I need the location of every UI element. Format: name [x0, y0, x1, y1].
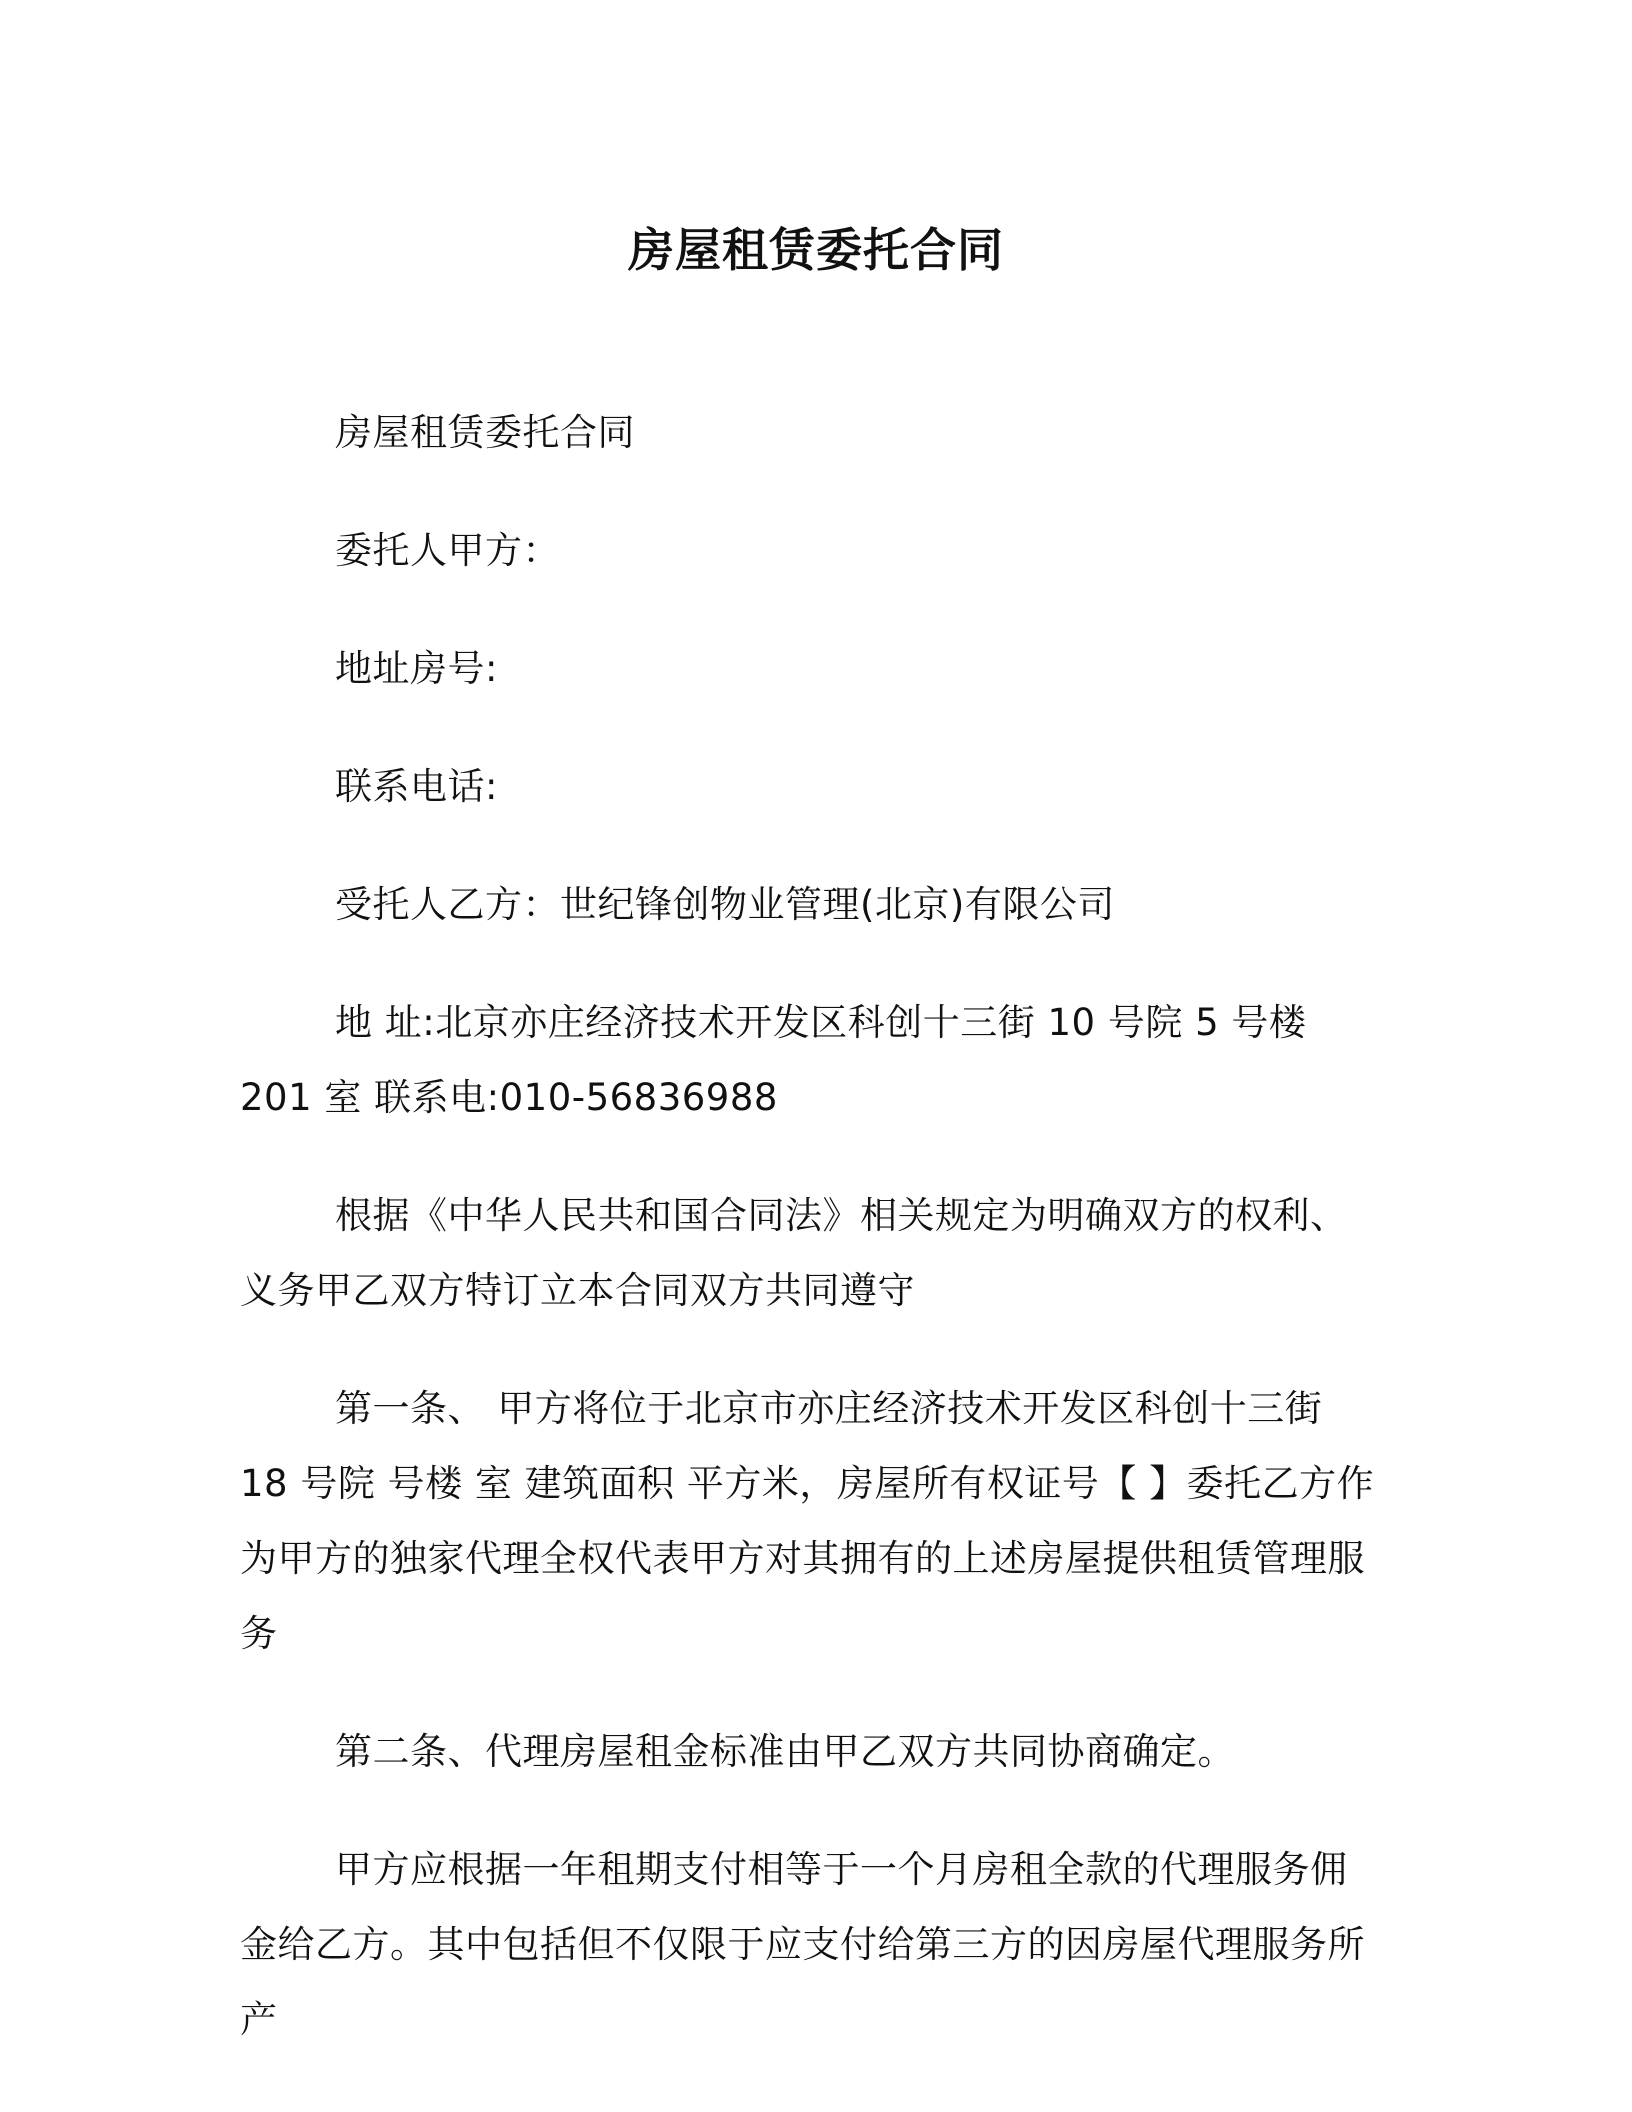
- paragraph-party-b: 受托人乙方：世纪锋创物业管理(北京)有限公司: [335, 883, 1115, 926]
- paragraph-preamble: 根据《中华人民共和国合同法》相关规定为明确双方的权利、义务甲乙双方特订立本合同双方共同遵守: [240, 1194, 1348, 1312]
- paragraph-party-a-phone: 联系电话:: [335, 765, 498, 808]
- document-body: [240, 395, 1380, 2100]
- paragraph-article-2: 第二条、代理房屋租金标准由甲乙双方共同协商确定。: [335, 1730, 1235, 1773]
- paragraph-party-a-address: 地址房号:: [335, 647, 498, 690]
- paragraph-commission: 甲方应根据一年租期支付相等于一个月房租全款的代理服务佣金给乙方。其中包括但不仅限于应支付给第三方的因房屋代理服务所产: [240, 1848, 1365, 2041]
- paragraph-contract-name: 房屋租赁委托合同: [335, 411, 635, 454]
- paragraph-party-b-address: 地 址:北京亦庄经济技术开发区科创十三街 10 号院 5 号楼 201 室 联系电:010-56836988: [240, 1001, 1307, 1119]
- document-title: 房屋租赁委托合同: [628, 223, 1004, 277]
- paragraph-party-a: 委托人甲方：: [335, 529, 560, 572]
- paragraph-article-1: 第一条、 甲方将位于北京市亦庄经济技术开发区科创十三街 18 号院 号楼 室 建筑面积 平方米，房屋所有权证号【 】委托乙方作为甲方的独家代理全权代表甲方对其拥有的上述房屋提供租赁管理服务: [240, 1387, 1375, 1655]
